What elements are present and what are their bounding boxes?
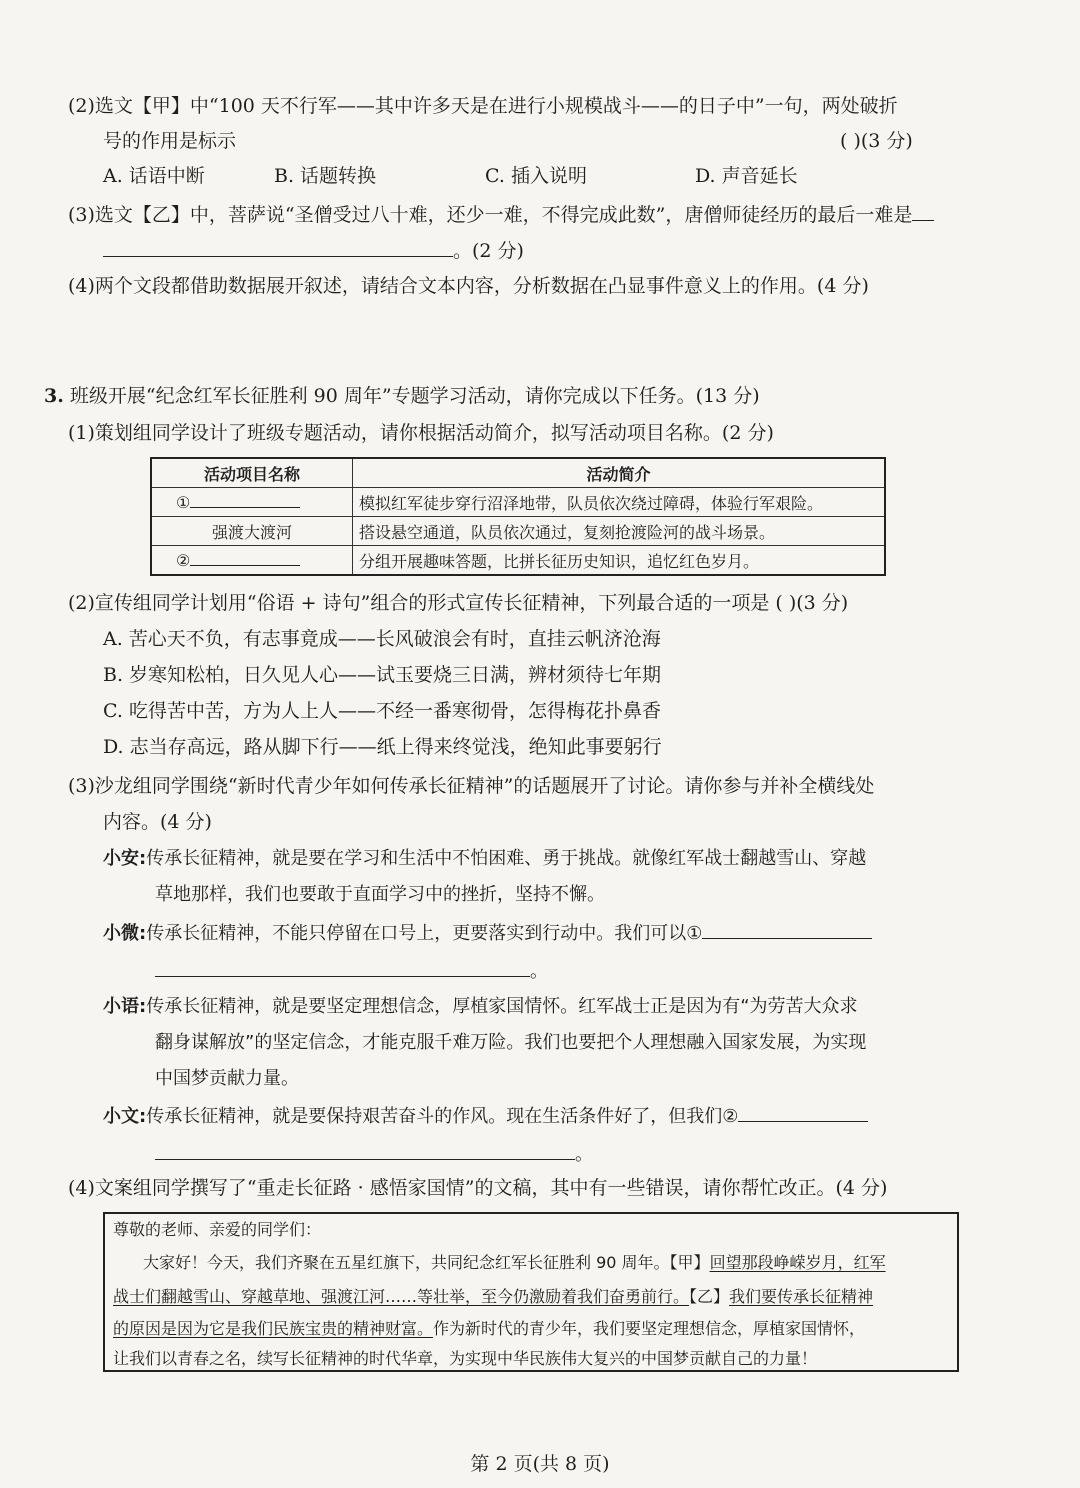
- table-row: [151, 488, 885, 517]
- dialog-an-line2: 草地那样，我们也要敢于直面学习中的挫折，坚持不懈。: [155, 884, 605, 905]
- q3-heading: [44, 384, 760, 408]
- draft-line1-text: 大家好！今天，我们齐聚在五星红旗下，共同纪念红军长征胜利 90 周年。: [143, 1253, 670, 1272]
- q2-part2-option-b[interactable]: B. 话题转换: [274, 165, 377, 187]
- draft-box: [103, 1212, 959, 1372]
- draft-sentence-jia-start: 回望那段峥嵘岁月，红军: [709, 1253, 886, 1272]
- row3-answer-blank[interactable]: [190, 551, 300, 566]
- draft-line2: [113, 1286, 873, 1308]
- dialog-yu-line3: 中国梦贡献力量。: [155, 1068, 299, 1089]
- dialog-wen-line2: [155, 1141, 593, 1167]
- q2-part2-line2: 号的作用是标示: [103, 130, 237, 152]
- draft-sentence-jia-end: 战士们翻越雪山、穿越草地、强渡江河……等壮举，至今仍激励着我们奋勇前行。: [113, 1287, 690, 1306]
- table-header-desc: 活动简介: [353, 458, 886, 488]
- wen-end: 。: [575, 1144, 593, 1165]
- wen-answer-blank-1[interactable]: [738, 1103, 868, 1122]
- xiaoan-text: 传承长征精神，就是要在学习和生活中不怕困难、勇于挑战。就像红军战士翻越雪山、穿越: [146, 848, 867, 869]
- q2-part2-answer-bracket[interactable]: ( )(3 分): [840, 130, 913, 152]
- draft-sentence-yi-end: 的原因是因为它是我们民族宝贵的精神财富。: [113, 1319, 434, 1338]
- wei-end: 。: [530, 961, 548, 982]
- q3-part2-option-a[interactable]: A. 苦心天不负，有志事竟成——长风破浪会有时，直挂云帆济沧海: [103, 628, 661, 650]
- q3-part3-line1: (3)沙龙组同学围绕“新时代青少年如何传承长征精神”的话题展开了讨论。请你参与并补全横线处: [68, 775, 875, 797]
- table-cell-name: 强渡大渡河: [151, 517, 353, 546]
- dialog-wen-line1: [103, 1103, 868, 1129]
- row1-answer-blank[interactable]: [190, 493, 300, 508]
- dialog-wei-line2: [155, 958, 548, 984]
- q3-title: 班级开展“纪念红军长征胜利 90 周年”专题学习活动，请你完成以下任务。(13 分): [69, 385, 760, 407]
- draft-mark-jia: 【甲】: [669, 1253, 710, 1272]
- table-cell-name[interactable]: [151, 488, 353, 517]
- q2-part3-line2: [103, 238, 524, 263]
- table-row: [151, 517, 885, 546]
- table-row: [151, 546, 885, 576]
- q2-part3-blank-start[interactable]: [912, 202, 934, 221]
- speaker-xiaoan: 小安:: [103, 848, 147, 869]
- q2-part2-line1: (2)选文【甲】中“100 天不行军——其中许多天是在进行小规模战斗——的日子中”一句，两处破折: [68, 95, 898, 117]
- table-cell-name[interactable]: [151, 546, 353, 576]
- q3-part2-option-c[interactable]: C. 吃得苦中苦，方为人上人——不经一番寒彻骨，怎得梅花扑鼻香: [103, 700, 661, 722]
- draft-greeting: 尊敬的老师、亲爱的同学们：: [113, 1220, 322, 1239]
- draft-sentence-yi-start: 我们要传承长征精神: [729, 1287, 874, 1306]
- dialog-wei-line1: [103, 920, 872, 946]
- q2-part3-line1: [68, 202, 934, 227]
- draft-line4: 让我们以青春之名，续写长征精神的时代华章，为实现中华民族伟大复兴的中国梦贡献自己的力量！: [113, 1349, 818, 1368]
- dialog-an-line1: [103, 847, 866, 871]
- q3-part2-option-b[interactable]: B. 岁寒知松柏，日久见人心——试玉要烧三日满，辨材须待七年期: [103, 664, 662, 686]
- q3-part4: (4)文案组同学撰写了“重走长征路 · 感悟家国情”的文稿，其中有一些错误，请你帮忙改正。(4 分): [68, 1177, 888, 1199]
- table-cell-desc: 搭设悬空通道，队员依次通过，复刻抢渡险河的战斗场景。: [353, 517, 886, 546]
- q2-part4-line: (4)两个文段都借助数据展开叙述，请结合文本内容，分析数据在凸显事件意义上的作用。(4 分): [68, 275, 869, 297]
- draft-line3-text: 作为新时代的青少年，我们要坚定理想信念，厚植家国情怀，: [433, 1319, 866, 1338]
- table-header-row: [151, 458, 885, 488]
- draft-line1: [143, 1252, 886, 1274]
- q2-part3-score: 。(2 分): [453, 240, 524, 262]
- q3-part1: (1)策划组同学设计了班级专题活动，请你根据活动简介，拟写活动项目名称。(2 分): [68, 422, 774, 444]
- q3-number: 3.: [44, 385, 64, 407]
- draft-line3: [113, 1318, 865, 1340]
- speaker-xiaoyu: 小语:: [103, 996, 147, 1017]
- q2-part2-option-a[interactable]: A. 话语中断: [103, 165, 205, 187]
- q2-part2-option-c[interactable]: C. 插入说明: [485, 165, 587, 187]
- q3-part2[interactable]: (2)宣传组同学计划用“俗语 + 诗句”组合的形式宣传长征精神，下列最合适的一项是 ( )(3 分): [68, 592, 849, 614]
- table-cell-desc: 分组开展趣味答题，比拼长征历史知识，追忆红色岁月。: [353, 546, 886, 576]
- dialog-yu-line1: [103, 995, 858, 1019]
- dialog-yu-line2: 翻身谋解放”的坚定信念，才能克服千难万险。我们也要把个人理想融入国家发展，为实现: [155, 1032, 867, 1053]
- speaker-xiaowei: 小微:: [103, 923, 147, 944]
- row1-marker: ①: [176, 492, 191, 512]
- wen-answer-blank-2[interactable]: [155, 1141, 575, 1160]
- q2-part3-answer-blank[interactable]: [103, 238, 453, 257]
- draft-mark-yi: 【乙】: [689, 1287, 730, 1306]
- q2-part2-option-d[interactable]: D. 声音延长: [695, 165, 798, 187]
- wei-answer-blank-1[interactable]: [702, 920, 872, 939]
- wei-answer-blank-2[interactable]: [155, 958, 530, 977]
- xiaowen-text: 传承长征精神，就是要保持艰苦奋斗的作风。现在生活条件好了，但我们②: [146, 1106, 739, 1127]
- xiaowei-text: 传承长征精神，不能只停留在口号上，更要落实到行动中。我们可以①: [146, 923, 703, 944]
- page-footer: 第 2 页(共 8 页): [470, 1453, 610, 1475]
- table-header-name: 活动项目名称: [151, 458, 353, 488]
- xiaoyu-text: 传承长征精神，就是要坚定理想信念，厚植家国情怀。红军战士正是因为有“为劳苦大众求: [146, 996, 858, 1017]
- q3-part2-option-d[interactable]: D. 志当存高远，路从脚下行——纸上得来终觉浅，绝知此事要躬行: [103, 736, 662, 758]
- q2-part3-text: (3)选文【乙】中，菩萨说“圣僧受过八十难，还少一难，不得完成此数”，唐僧师徒经历的最后一难是: [68, 204, 913, 226]
- speaker-xiaowen: 小文:: [103, 1106, 147, 1127]
- row3-marker: ②: [176, 550, 191, 570]
- q3-part3-line2: 内容。(4 分): [103, 811, 212, 833]
- activity-table: [150, 457, 886, 576]
- table-cell-desc: 模拟红军徒步穿行沼泽地带，队员依次绕过障碍，体验行军艰险。: [353, 488, 886, 517]
